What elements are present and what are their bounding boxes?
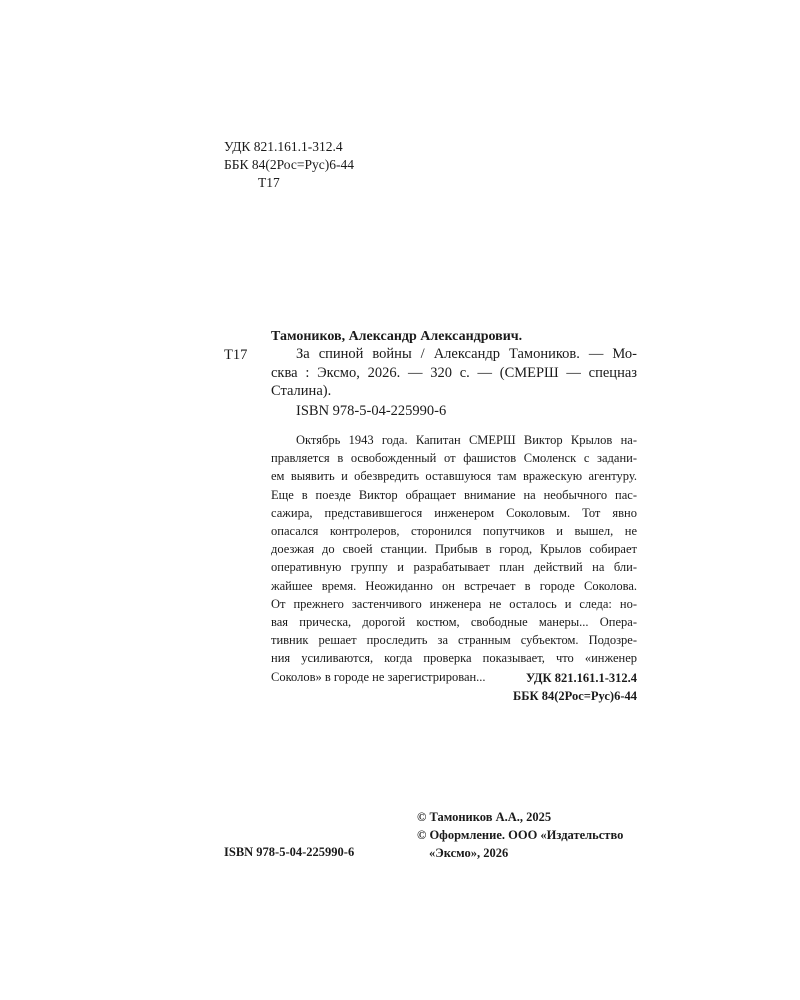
author-heading: Тамоников, Александр Александрович. [271,329,523,344]
annotation [271,431,637,686]
author-mark-top: Т17 [258,175,280,190]
annotation-line: сажира, представившегося инженером Соколовым. Тот явно [271,505,637,520]
annotation-line: правляется в освобожденный от фашистов Смоленск с задани- [271,451,637,466]
copyright-author: © Тамоников А.А., 2025 [417,810,552,824]
annotation-line: ем выявить и обезвредить оставшуюся там вражескую агентуру. [271,469,637,484]
copyright-design-line1: © Оформление. ООО «Издательство [417,828,624,842]
top-classification-codes [224,138,354,192]
annotation-line: От прежнего застенчивого инженера не осталось и следа: но- [271,596,637,611]
annotation-line: опасался контролеров, сторонился попутчиков и вышел, не [271,524,637,539]
copyright-block [417,808,623,862]
annotation-line: оперативную группу и разрабатывает план действий на бли- [271,560,637,575]
bibliographic-description [271,345,637,401]
annotation-line: доезжая до своей станции. Прибыв в город, Крылов собирает [271,542,637,557]
author-mark-side: Т17 [224,347,248,363]
annotation-line: Еще в поезде Виктор обращает внимание на необычного пас- [271,487,637,502]
udk-code-top: УДК 821.161.1-312.4 [224,139,343,154]
annotation-line: тивник решает проследить за странным субъектом. Подозре- [271,633,637,648]
annotation-line: жайшее время. Неожиданно он встречает в городе Соколова. [271,578,637,593]
bbk-code-bottom: ББК 84(2Рос=Рус)6-44 [513,689,637,703]
bib-line: Сталина). [271,383,332,399]
bib-line: За спиной войны / Александр Тамоников. — Мо- [296,346,637,362]
annotation-line: вая прическа, дорогой костюм, свободные манеры... Опера- [271,615,637,630]
isbn-record: ISBN 978-5-04-225990-6 [296,403,447,419]
bib-line: сква : Эксмо, 2026. — 320 с. — (СМЕРШ — спецназ [271,364,637,381]
bottom-classification-codes [420,669,637,705]
annotation-line: Октябрь 1943 года. Капитан СМЕРШ Виктор Крылов на- [296,433,637,447]
isbn-footer: ISBN 978-5-04-225990-6 [224,845,355,859]
udk-code-bottom: УДК 821.161.1-312.4 [526,671,637,685]
annotation-line: Соколов» в городе не зарегистрирован... [271,669,486,684]
annotation-line: ния усиливаются, когда проверка показывает, что «инженер [271,651,637,666]
copyright-design-line2: «Эксмо», 2026 [429,846,509,860]
bbk-code-top: ББК 84(2Рос=Рус)6-44 [224,157,354,172]
